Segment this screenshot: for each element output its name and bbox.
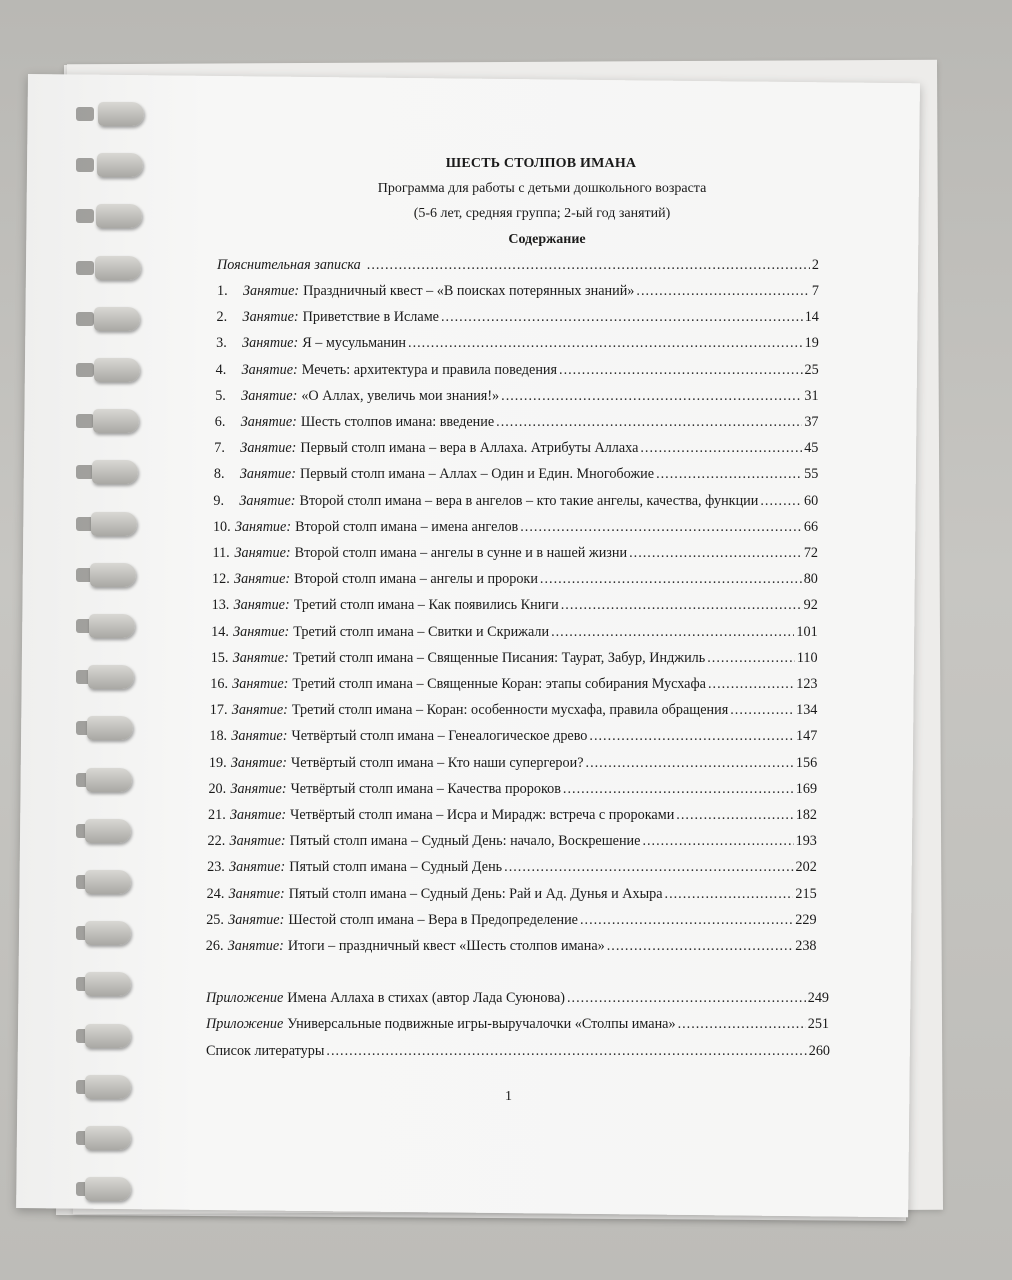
toc-leader (504, 859, 793, 876)
toc-lesson-number: 1. (217, 283, 228, 299)
toc-leader (707, 650, 795, 667)
toc-lesson-label: Занятие: (230, 807, 287, 823)
toc-lesson-number: 25. (206, 911, 224, 928)
toc-leader (441, 309, 803, 326)
toc-lesson-number: 11. (212, 545, 230, 561)
toc-row-lesson (211, 650, 818, 667)
toc-leader (367, 257, 810, 274)
toc-appendix-title: Имена Аллаха в стихах (автор Лада Суюнова) (287, 990, 565, 1006)
toc-page-number: 123 (796, 676, 818, 692)
toc-leader (629, 545, 802, 562)
toc-lesson-number: 22. (207, 833, 226, 850)
toc-lesson-label: Занятие: (239, 466, 296, 483)
toc-leader (408, 335, 803, 352)
toc-page-number: 37 (804, 414, 819, 430)
toc-leader (561, 597, 802, 614)
toc-bibliography-title: Список литературы (206, 1043, 325, 1059)
toc-lesson-label: Занятие: (228, 911, 285, 928)
toc-leader (640, 440, 802, 457)
toc-row-lesson (209, 755, 817, 772)
toc-row-lesson (213, 519, 818, 536)
toc-heading: Содержание (508, 232, 586, 247)
toc-leader (636, 283, 810, 300)
toc-page-number: 45 (804, 440, 819, 457)
toc-lesson-number: 24. (206, 885, 225, 902)
toc-leader (656, 466, 802, 483)
toc-lesson-number: 9. (213, 492, 225, 509)
toc-lesson-number: 19. (208, 754, 227, 771)
toc-lesson-title: Третий столп имана – Как появились Книги (293, 597, 559, 614)
toc-lesson-label: Занятие: (230, 754, 288, 771)
toc-row-appendix (206, 990, 829, 1007)
toc-leader (676, 807, 793, 824)
toc-row-lesson (217, 283, 819, 300)
toc-row-lesson (213, 545, 819, 562)
toc-row-lesson (208, 807, 817, 824)
toc-lesson-title: Пятый столп имана – Судный День: Рай и Ад. Дунья и Ахыра (288, 885, 663, 902)
toc-intro-title: Пояснительная записка (217, 257, 361, 273)
toc-lesson-title: Итоги – праздничный квест «Шесть столпов имана» (287, 938, 605, 954)
toc-page-number: 238 (795, 938, 817, 954)
toc-page-number: 31 (804, 387, 819, 404)
toc-lesson-label: Занятие: (234, 518, 292, 535)
toc-lesson-label: Занятие: (231, 702, 288, 719)
toc-leader (326, 1043, 806, 1060)
toc-lesson-title: Третий столп имана – Священные Коран: этапы собирания Мусхафа (292, 676, 706, 692)
toc-leader (708, 676, 794, 693)
toc-lesson-number: 17. (209, 702, 228, 719)
toc-row-lesson (206, 912, 816, 929)
toc-lesson-label: Занятие: (241, 361, 298, 378)
toc-lesson-title: Шестой столп имана – Вера в Предопределение (288, 911, 578, 928)
toc-leader (501, 388, 802, 405)
toc-row-lesson (210, 702, 818, 719)
toc-lesson-label: Занятие: (240, 414, 297, 430)
toc-leader (607, 938, 794, 955)
toc-lesson-title: Четвёртый столп имана – Генеалогическое древо (291, 728, 588, 745)
toc-row-lesson (209, 728, 817, 745)
toc-page-number: 156 (795, 754, 818, 771)
toc-page-number: 72 (803, 545, 818, 561)
toc-page-number: 110 (796, 649, 818, 666)
toc-lesson-title: Пятый столп имана – Судный День (289, 859, 503, 876)
toc-row-lesson (207, 859, 817, 876)
toc-row-lesson (208, 781, 817, 798)
toc-page-number: 134 (796, 702, 818, 719)
toc-page-number: 229 (795, 911, 817, 928)
toc-lesson-title: Четвёртый столп имана – Качества пророков (290, 780, 561, 797)
toc-row-lesson (214, 466, 818, 483)
toc-page-number: 169 (795, 780, 818, 797)
toc-row-lesson (215, 414, 819, 431)
toc-lesson-label: Занятие: (232, 649, 289, 666)
toc-lesson-label: Занятие: (234, 571, 291, 588)
toc-lesson-number: 15. (210, 649, 229, 666)
toc-appendix-title: Универсальные подвижные игры-выручалочки «Столпы имана» (287, 1016, 676, 1032)
toc-row-bibliography (206, 1043, 830, 1060)
toc-row-lesson (208, 833, 817, 850)
toc-row-appendix (206, 1016, 829, 1033)
toc-lesson-title: Третий столп имана – Священные Писания: Таурат, Забур, Инджиль (292, 649, 706, 666)
toc-lesson-title: Второй столп имана – ангелы в сунне и в нашей жизни (294, 545, 628, 561)
toc-row-lesson (216, 335, 819, 352)
toc-lesson-number: 8. (213, 466, 225, 483)
toc-leader (642, 833, 793, 850)
toc-leader (665, 886, 794, 903)
toc-row-lesson (210, 676, 817, 693)
toc-page-number: 55 (804, 466, 819, 483)
toc-lesson-number: 4. (215, 361, 227, 378)
toc-leader (586, 755, 794, 772)
toc-lesson-number: 10. (212, 518, 231, 535)
document-title: ШЕСТЬ СТОЛПОВ ИМАНА (445, 156, 637, 171)
toc-lesson-label: Занятие: (229, 859, 286, 876)
toc-row-lesson (212, 571, 818, 588)
toc-page-number: 193 (795, 833, 817, 850)
toc-lesson-title: Я – мусульманин (302, 335, 407, 352)
toc-lesson-label: Занятие: (242, 309, 299, 326)
toc-page-number: 249 (807, 990, 829, 1006)
toc-page-number: 14 (804, 309, 819, 326)
toc-page-number: 251 (807, 1016, 829, 1032)
toc-lesson-title: «О Аллах, увеличь мои знания!» (301, 387, 500, 404)
toc-leader (563, 781, 794, 798)
toc-row-lesson (213, 493, 818, 510)
toc-lesson-number: 26. (205, 938, 224, 954)
toc-lesson-title: Второй столп имана – вера в ангелов – кто такие ангелы, качества, функции (299, 492, 759, 509)
toc-leader (520, 519, 802, 536)
toc-row-lesson (207, 886, 817, 903)
toc-page-number: 66 (803, 518, 819, 535)
toc-row-lesson (211, 624, 818, 641)
toc-leader (496, 414, 802, 431)
toc-lesson-label: Занятие: (233, 597, 290, 614)
toc-page-number: 147 (796, 728, 818, 745)
toc-lesson-number: 18. (209, 728, 228, 745)
toc-lesson-number: 20. (208, 780, 227, 797)
toc-lesson-number: 16. (210, 676, 228, 692)
toc-lesson-title: Приветствие в Исламе (302, 309, 439, 326)
toc-page-number: 101 (796, 623, 818, 640)
toc-lesson-title: Пятый столп имана – Судный День: начало, Воскрешение (289, 833, 641, 850)
toc-lesson-number: 14. (211, 623, 229, 640)
toc-leader (540, 571, 802, 588)
toc-page-number: 80 (803, 571, 818, 588)
toc-lesson-title: Мечеть: архитектура и правила поведения (301, 361, 558, 378)
toc-leader (760, 493, 802, 510)
toc-page-number: 19 (804, 335, 819, 352)
toc-leader (678, 1016, 806, 1033)
toc-lesson-label: Занятие: (240, 440, 297, 457)
toc-page-number: 92 (803, 597, 818, 614)
toc-lesson-number: 6. (214, 414, 226, 430)
toc-lesson-title: Праздничный квест – «В поисках потерянных знаний» (303, 283, 635, 299)
document-subtitle: Программа для работы с детьми дошкольного возраста (377, 181, 707, 196)
toc-leader (551, 624, 794, 641)
toc-page-number: 7 (811, 283, 819, 299)
toc-lesson-label: Занятие: (242, 335, 299, 352)
toc-lesson-label: Занятие: (232, 676, 289, 692)
toc-lesson-number: 23. (207, 859, 225, 876)
toc-row-lesson (206, 938, 817, 955)
toc-page-number: 202 (795, 859, 817, 876)
toc-lesson-title: Первый столп имана – Аллах – Один и Един. Многобожие (299, 466, 655, 483)
toc-lesson-number: 5. (215, 387, 226, 404)
toc-appendix-label: Приложение (206, 990, 284, 1006)
toc-page-number: 182 (795, 807, 817, 823)
toc-lesson-title: Второй столп имана – ангелы и пророки (294, 571, 538, 588)
toc-page-number: 260 (808, 1043, 830, 1059)
toc-lesson-label: Занятие: (243, 283, 300, 299)
toc-lesson-label: Занятие: (230, 780, 287, 797)
toc-page-number: 2 (811, 257, 819, 273)
toc-lesson-number: 7. (214, 440, 225, 457)
toc-row-intro (217, 257, 819, 274)
document-subtitle-age: (5-6 лет, средняя группа; 2-ый год занятий) (413, 206, 671, 221)
toc-lesson-label: Занятие: (239, 492, 296, 509)
toc-lesson-number: 12. (212, 571, 230, 588)
toc-lesson-number: 3. (216, 335, 227, 352)
toc-lesson-title: Второй столп имана – имена ангелов (295, 518, 519, 535)
toc-lesson-number: 21. (208, 807, 226, 823)
toc-row-lesson (216, 362, 819, 379)
toc-lesson-title: Третий столп имана – Коран: особенности мусхафа, правила обращения (291, 702, 729, 719)
toc-leader (559, 362, 802, 379)
toc-lesson-label: Занятие: (227, 938, 284, 954)
toc-leader (589, 728, 794, 745)
toc-row-lesson (214, 440, 818, 457)
toc-lesson-label: Занятие: (241, 387, 298, 404)
toc-lesson-number: 13. (211, 597, 230, 614)
toc-lesson-label: Занятие: (234, 545, 291, 561)
toc-lesson-title: Четвёртый столп имана – Кто наши супергерои? (291, 754, 584, 771)
toc-lesson-number: 2. (216, 309, 228, 326)
toc-lesson-title: Шесть столпов имана: введение (300, 414, 495, 430)
toc-leader (730, 702, 794, 719)
toc-page-number: 60 (804, 492, 819, 509)
page-number: 1 (505, 1089, 512, 1104)
toc-lesson-title: Первый столп имана – вера в Аллаха. Атрибуты Аллаха (300, 440, 639, 457)
toc-lesson-label: Занятие: (228, 885, 285, 902)
toc-page-number: 215 (795, 885, 817, 902)
toc-lesson-label: Занятие: (233, 623, 290, 640)
toc-leader (567, 990, 806, 1007)
toc-appendix-label: Приложение (206, 1016, 284, 1032)
toc-lesson-label: Занятие: (229, 833, 286, 850)
toc-row-lesson (212, 597, 818, 614)
toc-page-number: 25 (804, 361, 819, 378)
toc-row-lesson (215, 388, 818, 405)
toc-lesson-label: Занятие: (231, 728, 288, 745)
toc-leader (580, 912, 793, 929)
toc-lesson-title: Третий столп имана – Свитки и Скрижали (293, 623, 550, 640)
toc-lesson-title: Четвёртый столп имана – Исра и Мирадж: встреча с пророками (290, 807, 675, 823)
toc-row-lesson (217, 309, 819, 326)
